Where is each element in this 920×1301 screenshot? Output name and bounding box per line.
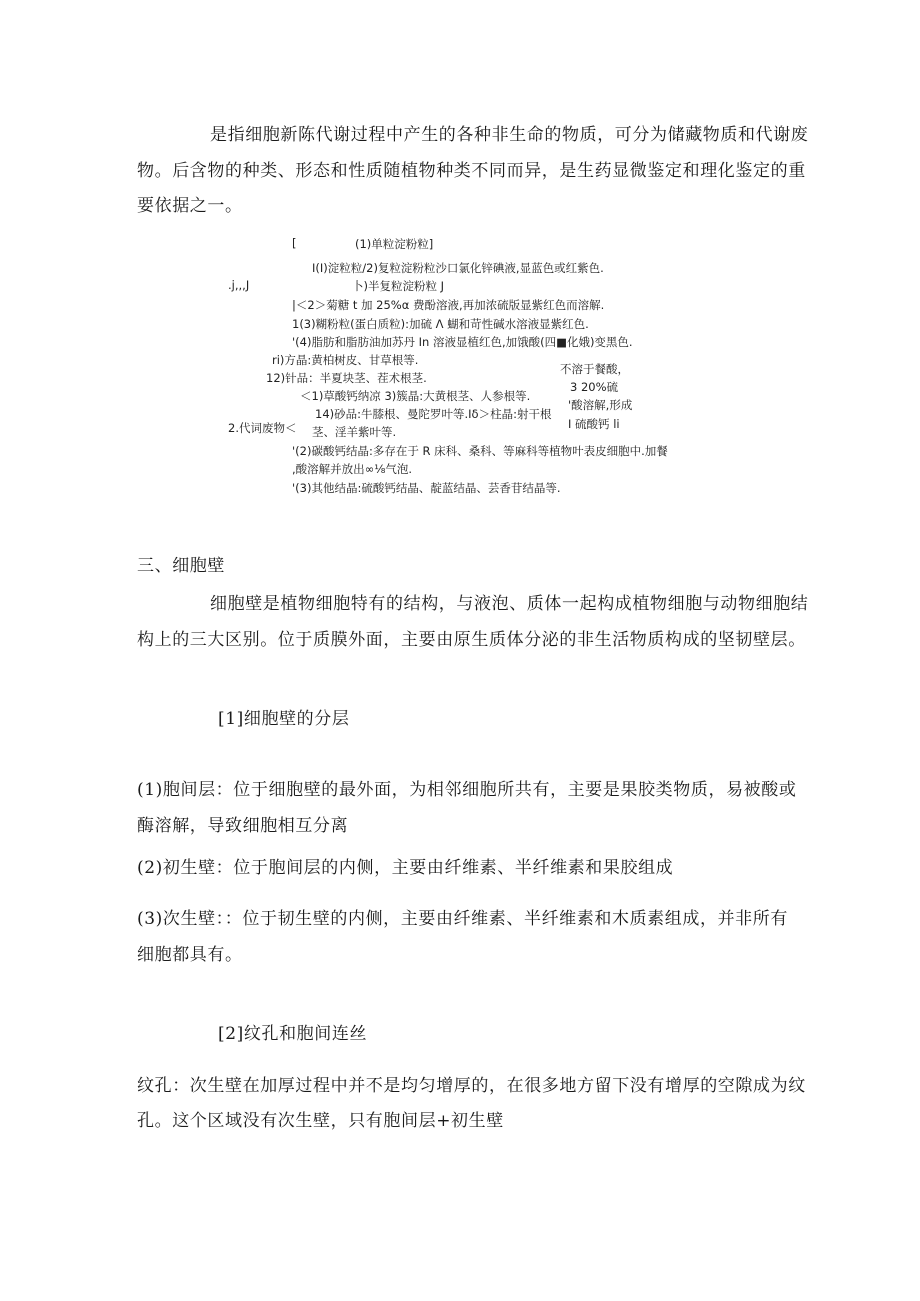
diagram-single-starch: (1)单粒淀粉粒]	[355, 237, 434, 251]
diagram-starch-line: I(I)淀粒粒/2)复粒淀粉粒沙口氯化锌碘液,显蓝色或红紫色.	[312, 261, 604, 275]
diagram-aleurone: 1(3)糊粉粒(蛋白质粒):加硫 Λ 蝴和苛性碱水溶液显紫红色.	[292, 317, 589, 331]
diagram-note-2: 3 20%硫	[570, 380, 619, 394]
secondary-wall-line-2: 细胞都具有。	[137, 945, 243, 965]
diagram-note-1: 不溶于餐酸，	[560, 362, 629, 376]
section-heading: 三、细胞壁	[137, 556, 225, 576]
secondary-wall-line-1: (3)次生壁：：位于韧生壁的内侧，主要由纤维素、半纤维素和木质素组成，并非所有	[137, 909, 788, 929]
diagram-carbonate: '(2)碳酸钙结晶:多存在于 R 床科、桑科、等麻科等植物叶表皮细胞中.加餐	[292, 444, 668, 458]
diagram-note-3: '酸溶解,形成	[568, 398, 633, 412]
middle-lamella-line-1: (1)胞间层：位于细胞壁的最外面，为相邻细胞所共有，主要是果胶类物质，易被酸或	[137, 780, 797, 800]
diagram-bracket: [	[292, 236, 297, 250]
pit-line-2: 孔。这个区域没有次生壁，只有胞间层+初生壁	[137, 1111, 504, 1131]
diagram-other-crystals: '(3)其他结晶:硫酸钙结晶、靛蓝结晶、芸香苷结晶等.	[292, 481, 561, 495]
diagram-left-mark: .j,,,J	[228, 278, 250, 292]
diagram-note-4: I 硫酸钙 li	[568, 417, 620, 431]
intro-line-1: 是指细胞新陈代谢过程中产生的各种非生命的物质，可分为储藏物质和代谢废	[210, 125, 809, 145]
intro-line-2: 物。后含物的种类、形态和性质随植物种类不同而异，是生药显微鉴定和理化鉴定的重	[137, 161, 806, 181]
diagram-needle: 12)针品：半夏块茎、茬术根茎.	[266, 371, 427, 385]
intro-line-3: 要依据之一。	[137, 196, 243, 216]
cellwall-para-line-2: 构上的三大区别。位于质膜外面，主要由原生质体分泌的非生活物质构成的坚韧壁层。	[137, 630, 806, 650]
diagram-fat: '(4)脂肪和脂肪油加苏丹 In 溶液显植红色,加饿酸(四■化娥)变黑色.	[292, 335, 633, 349]
diagram-stem: 茎、淫羊紫叶等.	[312, 425, 397, 439]
subheading-layers: [1]细胞壁的分层	[218, 709, 350, 729]
diagram-half-compound: 卜)半复粒淀粉粒 J	[352, 279, 445, 293]
diagram-prismatic: ri)方晶:黄柏树皮、甘草根等.	[272, 353, 419, 367]
diagram-inulin: |＜2＞菊糖 t 加 25%α 费酚溶液,再加浓硫版显紫红色而溶解.	[292, 298, 605, 312]
pit-line-1: 纹孔：次生壁在加厚过程中并不是均匀增厚的，在很多地方留下没有增厚的空隙成为纹	[137, 1076, 806, 1096]
diagram-carbonate-cont: ,酸溶解并放出∞⅛气泡.	[292, 462, 413, 476]
diagram-metabolic-waste: 2.代词废物＜	[228, 421, 297, 435]
diagram-oxalate: ＜1)草酸钙纳凉 3)簇晶:大黄根茎、人参根等.	[300, 389, 531, 403]
cellwall-para-line-1: 细胞壁是植物细胞特有的结构，与液泡、质体一起构成植物细胞与动物细胞结	[210, 594, 809, 614]
primary-wall: (2)初生壁：位于胞间层的内侧，主要由纤维素、半纤维素和果胶组成	[137, 858, 674, 878]
subheading-pits: [2]纹孔和胞间连丝	[218, 1024, 368, 1044]
diagram-sand: 14)砂品:牛膝根、曼陀罗叶等.Iδ＞柱晶:射干根	[315, 407, 552, 421]
middle-lamella-line-2: 酶溶解，导致细胞相互分离	[137, 816, 349, 836]
